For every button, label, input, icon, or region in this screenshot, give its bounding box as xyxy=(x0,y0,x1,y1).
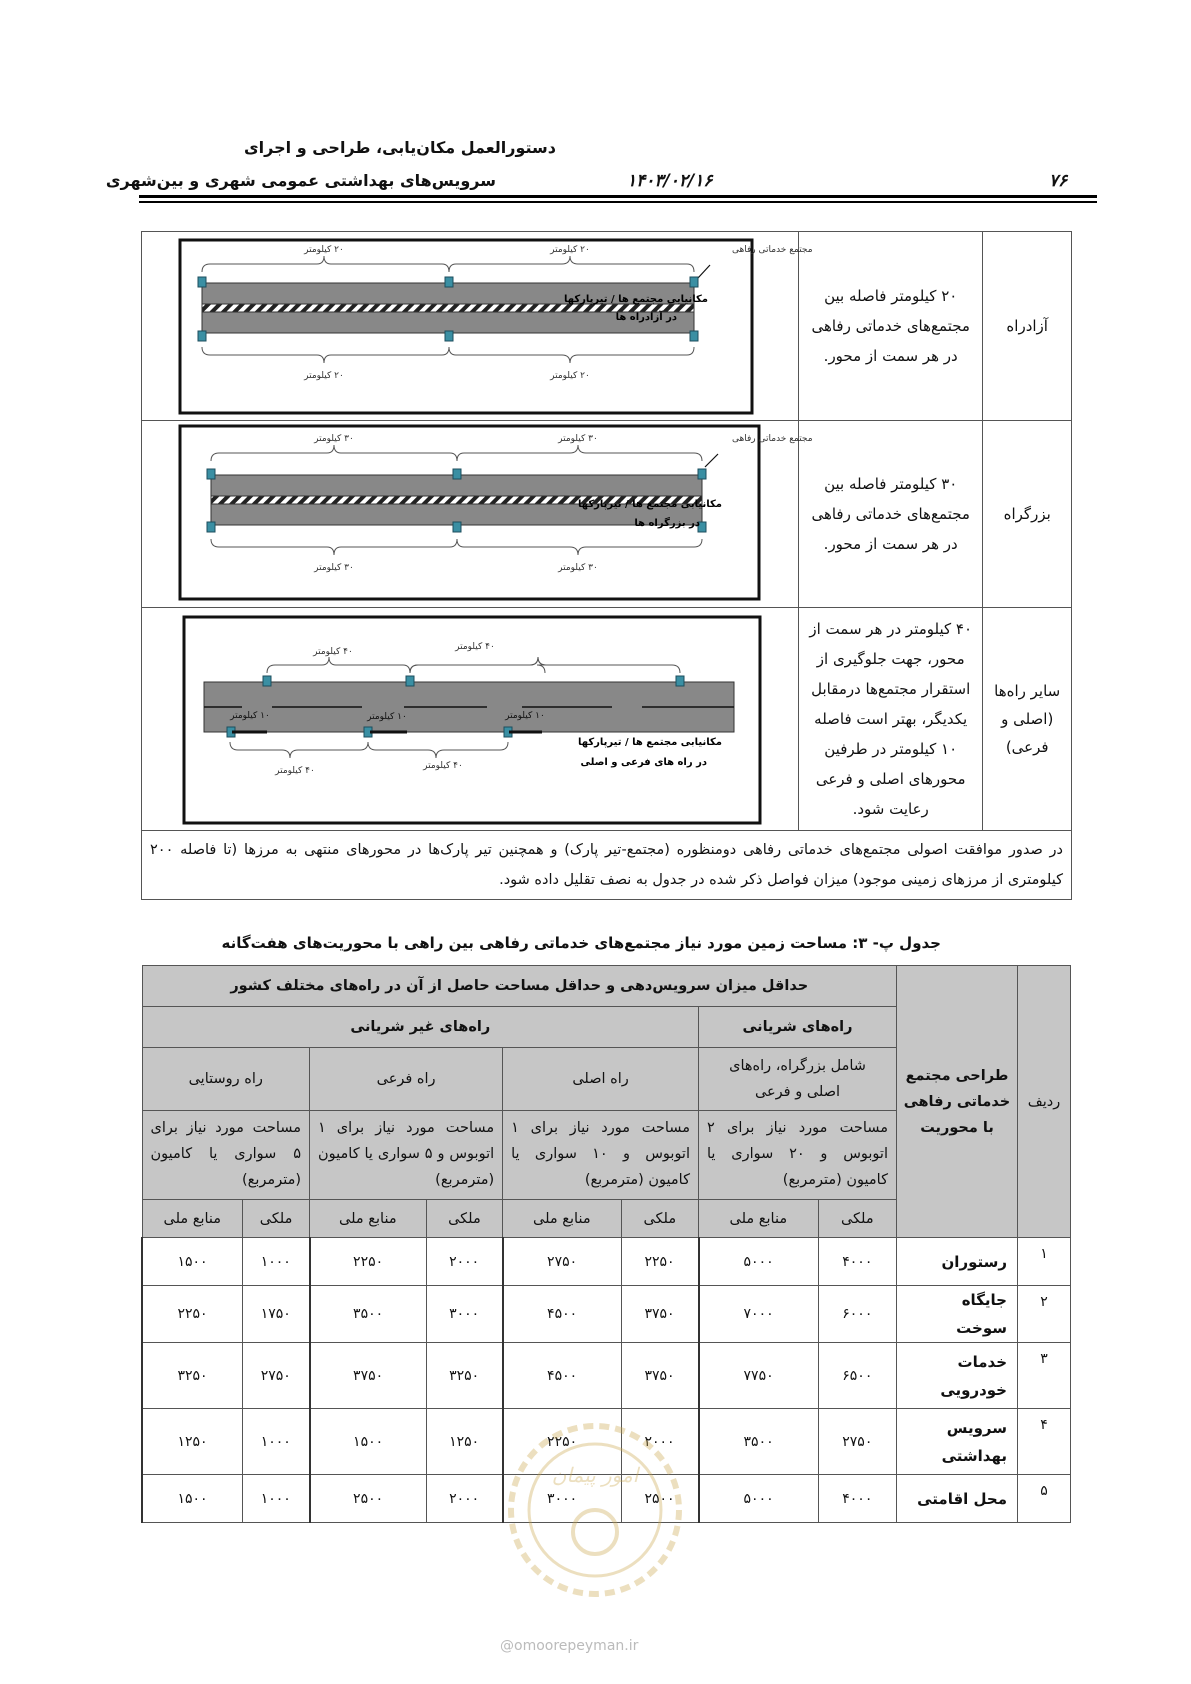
bottom-right-distance: ۲۰ کیلومتر xyxy=(550,371,590,381)
road-type-rural: راه روستایی xyxy=(142,1048,310,1111)
group-header: حداقل میزان سرویس‌دهی و حداقل مساحت حاصل از آن در راه‌های مختلف کشور xyxy=(142,966,897,1007)
col-row-number: ردیف xyxy=(1018,966,1071,1238)
row-number: ۴ xyxy=(1018,1409,1071,1475)
main-secondary-road-diagram xyxy=(142,608,799,831)
figure-caption-2: در راه های فرعی و اصلی xyxy=(580,756,708,768)
area-value: ۲۵۰۰ xyxy=(310,1475,427,1523)
area-value: ۲۲۵۰ xyxy=(503,1409,621,1475)
col-own: ملکی xyxy=(243,1200,310,1238)
table-row xyxy=(142,421,1072,608)
area-value: ۶۵۰۰ xyxy=(818,1343,896,1409)
col-own: ملکی xyxy=(426,1200,502,1238)
row-number: ۱ xyxy=(1018,1238,1071,1286)
area-value: ۳۷۵۰ xyxy=(310,1343,427,1409)
col-own: ملکی xyxy=(818,1200,896,1238)
area-desc: مساحت مورد نیاز برای ۲ اتوبوس و ۲۰ سواری یا کامیون (مترمربع) xyxy=(699,1111,897,1200)
area-desc: مساحت مورد نیاز برای ۵ سواری یا کامیون (مترمربع) xyxy=(142,1111,310,1200)
col-national: منابع ملی xyxy=(142,1200,243,1238)
area-value: ۱۵۰۰ xyxy=(142,1238,243,1286)
area-value: ۵۰۰۰ xyxy=(699,1238,819,1286)
top-left-distance: ۲۰ کیلومتر xyxy=(304,245,344,255)
table-row xyxy=(142,1286,1071,1343)
col-design-focus: طراحی مجتمع خدماتی رفاهی با محوریت xyxy=(897,966,1018,1238)
table-row xyxy=(142,608,1072,831)
header-date: ۱۴۰۳/۰۲/۱۶ xyxy=(627,171,713,191)
area-desc: مساحت مورد نیاز برای ۱ اتوبوس و ۱۰ سواری یا کامیون (مترمربع) xyxy=(503,1111,699,1200)
header-rule-thin xyxy=(139,201,1097,203)
watermark-logo-text: امور پیمان xyxy=(551,1463,639,1487)
watermark-site: @omoorepeyman.ir xyxy=(500,1638,639,1654)
complex-type: خدمات خودرویی xyxy=(897,1343,1018,1409)
area-value: ۶۰۰۰ xyxy=(818,1286,896,1343)
area-value: ۲۰۰۰ xyxy=(621,1409,698,1475)
area-value: ۳۲۵۰ xyxy=(142,1343,243,1409)
bottom-right-distance: ۴۰ کیلومتر xyxy=(423,760,463,771)
figure-caption-1: مکانیابی مجتمع ها / تیرپارکها xyxy=(564,294,709,305)
offset-distance: ۱۰ کیلومتر xyxy=(367,711,407,722)
area-value: ۲۲۵۰ xyxy=(310,1238,427,1286)
top-left-distance: ۳۰ کیلومتر xyxy=(314,434,354,444)
area-value: ۱۵۰۰ xyxy=(142,1475,243,1523)
offset-distance: ۱۰ کیلومتر xyxy=(505,710,545,721)
non-arterial-header: راه‌های غیر شریانی xyxy=(142,1007,699,1048)
area-value: ۳۵۰۰ xyxy=(699,1409,819,1475)
header-title: سرویس‌های بهداشتی عمومی شهری و بین‌شهری xyxy=(105,171,496,190)
area-value: ۲۰۰۰ xyxy=(426,1238,502,1286)
area-value: ۲۰۰۰ xyxy=(426,1475,502,1523)
area-value: ۳۵۰۰ xyxy=(310,1286,427,1343)
table-caption: جدول پ- ۳: مساحت زمین مورد نیاز مجتمع‌های خدماتی رفاهی بین راهی با محوریت‌های هفت‌گانه xyxy=(221,934,941,952)
complex-type: جایگاه سوخت xyxy=(897,1286,1018,1343)
area-value: ۱۲۵۰ xyxy=(142,1409,243,1475)
area-value: ۳۲۵۰ xyxy=(426,1343,502,1409)
bottom-left-distance: ۳۰ کیلومتر xyxy=(314,563,354,573)
figure-caption-1: مکانیابی مجتمع ها / تیرپارکها xyxy=(578,736,723,748)
area-value: ۳۰۰۰ xyxy=(503,1475,621,1523)
table-row xyxy=(142,1343,1071,1409)
row-number: ۳ xyxy=(1018,1343,1071,1409)
area-value: ۷۰۰۰ xyxy=(699,1286,819,1343)
highway-diagram xyxy=(142,421,813,608)
page-number: ۷۶ xyxy=(1049,171,1068,191)
spacing-description: ۳۰ کیلومتر فاصله بین مجتمع‌های خدماتی رفاهی در هر سمت از محور. xyxy=(799,421,983,608)
area-value: ۲۵۰۰ xyxy=(621,1475,698,1523)
complex-label: مجتمع خدماتی رفاهی xyxy=(732,434,813,444)
area-value: ۳۷۵۰ xyxy=(621,1343,698,1409)
area-value: ۱۰۰۰ xyxy=(243,1238,310,1286)
road-category: آزادراه xyxy=(983,232,1072,421)
arterial-header: راه‌های شریانی xyxy=(699,1007,897,1048)
complex-type: محل اقامتی xyxy=(897,1475,1018,1523)
header-rule-thick xyxy=(139,195,1097,198)
freeway-diagram xyxy=(142,232,813,421)
area-value: ۴۵۰۰ xyxy=(503,1343,621,1409)
bottom-left-distance: ۲۰ کیلومتر xyxy=(304,371,344,381)
road-type-secondary: راه فرعی xyxy=(310,1048,503,1111)
area-value: ۱۷۵۰ xyxy=(243,1286,310,1343)
complex-type: سرویس بهداشتی xyxy=(897,1409,1018,1475)
area-value: ۲۷۵۰ xyxy=(818,1409,896,1475)
row-number: ۵ xyxy=(1018,1475,1071,1523)
complex-label: مجتمع خدماتی رفاهی xyxy=(732,245,813,255)
area-value: ۴۰۰۰ xyxy=(818,1238,896,1286)
spacing-description: ۴۰ کیلومتر در هر سمت از محور، جهت جلوگیری از استقرار مجتمع‌ها درمقابل یکدیگر، بهتر است فاصله ۱۰ کیلومتر در طرفین محورهای اصلی و فرعی رعایت شود. xyxy=(799,608,983,831)
table-row xyxy=(142,831,1072,900)
bottom-right-distance: ۳۰ کیلومتر xyxy=(558,563,598,573)
area-value: ۲۲۵۰ xyxy=(621,1238,698,1286)
area-value: ۳۰۰۰ xyxy=(426,1286,502,1343)
area-value: ۵۰۰۰ xyxy=(699,1475,819,1523)
spacing-description: ۲۰ کیلومتر فاصله بین مجتمع‌های خدماتی رفاهی در هر سمت از محور. xyxy=(799,232,983,421)
road-type-arterial: شامل بزرگراه، راه‌های اصلی و فرعی xyxy=(699,1048,897,1111)
col-national: منابع ملی xyxy=(310,1200,427,1238)
table-row xyxy=(142,232,1072,421)
offset-distance: ۱۰ کیلومتر xyxy=(230,710,270,721)
area-desc: مساحت مورد نیاز برای ۱ اتوبوس و ۵ سواری یا کامیون (مترمربع) xyxy=(310,1111,503,1200)
table-row xyxy=(142,1238,1071,1286)
figure-caption-1: مکانیابی مجتمع ها / تیرپارکها xyxy=(578,499,723,510)
top-right-distance: ۳۰ کیلومتر xyxy=(558,434,598,444)
spacing-table xyxy=(141,231,1072,900)
area-value: ۳۷۵۰ xyxy=(621,1286,698,1343)
area-value: ۱۰۰۰ xyxy=(243,1409,310,1475)
area-value: ۴۰۰۰ xyxy=(818,1475,896,1523)
top-right-distance: ۲۰ کیلومتر xyxy=(550,245,590,255)
area-value: ۲۲۵۰ xyxy=(142,1286,243,1343)
area-value: ۲۷۵۰ xyxy=(503,1238,621,1286)
figure-caption-2: در آزادراه ها xyxy=(615,312,678,323)
area-value: ۴۵۰۰ xyxy=(503,1286,621,1343)
col-national: منابع ملی xyxy=(503,1200,621,1238)
col-own: ملکی xyxy=(621,1200,698,1238)
road-type-main: راه اصلی xyxy=(503,1048,699,1111)
header-top-line: دستورالعمل مکان‌یابی، طراحی و اجرای xyxy=(244,138,556,157)
complex-type: رستوران xyxy=(897,1238,1018,1286)
area-value: ۱۵۰۰ xyxy=(310,1409,427,1475)
watermark-logo xyxy=(505,1420,685,1600)
area-value: ۱۰۰۰ xyxy=(243,1475,310,1523)
road-category: سایر راه‌ها (اصلی و فرعی) xyxy=(983,608,1072,831)
area-value: ۷۷۵۰ xyxy=(699,1343,819,1409)
area-value: ۲۷۵۰ xyxy=(243,1343,310,1409)
top-right-distance: ۴۰ کیلومتر xyxy=(455,641,495,652)
area-value: ۱۲۵۰ xyxy=(426,1409,502,1475)
bottom-left-distance: ۴۰ کیلومتر xyxy=(275,765,315,776)
figure-caption-2: در بزرگراه ها xyxy=(634,518,701,529)
border-note: در صدور موافقت اصولی مجتمع‌های خدماتی رفاهی دومنظوره (مجتمع-تیر پارک) و همچنین تیر پارک‌ها در محورهای منتهی به مرزها (تا فاصله ۲۰۰ کیلومتری از مرزهای زمینی موجود) میزان فواصل ذکر شده در جدول به نصف تقلیل داده شود. xyxy=(142,831,1072,900)
row-number: ۲ xyxy=(1018,1286,1071,1343)
road-category: بزرگراه xyxy=(983,421,1072,608)
col-national: منابع ملی xyxy=(699,1200,819,1238)
top-left-distance: ۴۰ کیلومتر xyxy=(313,646,353,657)
